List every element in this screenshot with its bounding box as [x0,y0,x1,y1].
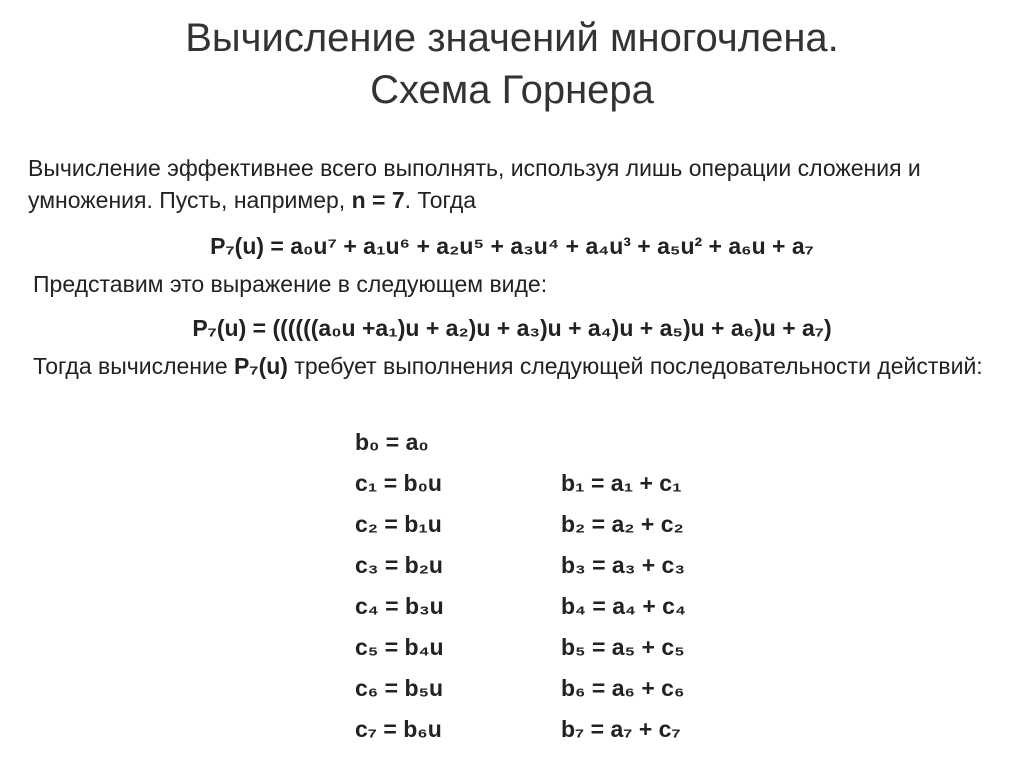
step-b0: b₀ = a₀ [355,429,429,455]
then-paragraph [33,350,1013,382]
step-b6: b₆ = a₆ + c₆ [561,675,685,701]
intro-paragraph [28,152,1018,216]
horner-formula: P₇(u) = ((((((a₀u +a₁)u + a₂)u + a₃)u + a₄)u + a₅)u + a₆)u + a₇) [192,315,832,341]
step-c3: c₃ = b₂u [355,552,443,578]
step-b4: b₄ = a₄ + c₄ [561,593,686,619]
step-c2: c₂ = b₁u [355,511,442,537]
step-b2: b₂ = a₂ + c₂ [561,511,684,537]
intro-text-end: . Тогда [404,187,477,213]
then-text: Тогда вычисление [33,353,235,379]
step-c4: c₄ = b₃u [355,593,444,619]
step-b7: b₇ = a₇ + c₇ [561,716,681,742]
n-value: n = 7 [351,187,405,213]
title-line-2: Схема Горнера [370,68,654,112]
step-c6: c₆ = b₅u [355,675,444,701]
step-b1: b₁ = a₁ + c₁ [561,470,682,496]
title-line-1: Вычисление значений многочлена. [185,16,839,60]
polynomial-formula: P₇(u) = a₀u⁷ + a₁u⁶ + a₂u⁵ + a₃u⁴ + a₄u³ + a₅u² + a₆u + a₇ [210,233,814,259]
then-text-end: требует выполнения следующей последовательности действий: [287,353,983,379]
slide-title [0,12,1024,116]
p7-term: P₇(u) [234,353,288,379]
step-c7: c₇ = b₆u [355,716,442,742]
present-paragraph: Представим это выражение в следующем виде: [33,271,548,297]
step-b5: b₅ = a₅ + c₅ [561,634,685,660]
intro-text: Вычисление эффективнее всего выполнять, используя лишь операции сложения и умножения. Пусть, например, [28,155,921,213]
step-b3: b₃ = a₃ + c₃ [561,552,685,578]
step-c5: c₅ = b₄u [355,634,444,660]
step-c1: c₁ = b₀u [355,470,442,496]
